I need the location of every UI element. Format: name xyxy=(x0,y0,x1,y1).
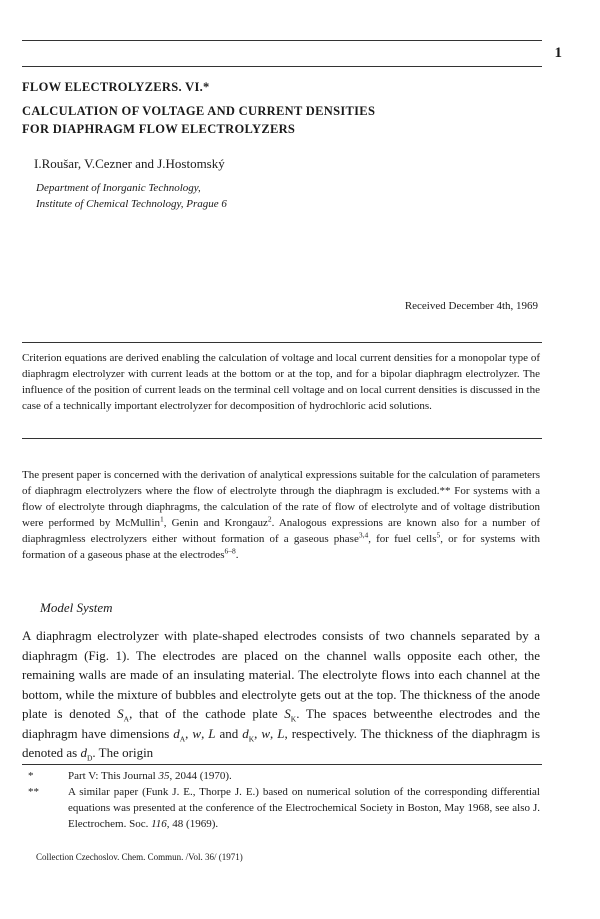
symbol-da: d xyxy=(173,725,180,741)
footnote-2-volume: 116 xyxy=(151,818,167,830)
symbol-l2: L xyxy=(277,725,285,741)
symbol-sa: S xyxy=(117,706,124,721)
authors: I.Roušar, V.Cezner and J.Hostomský xyxy=(34,156,225,171)
footnotes xyxy=(22,768,540,832)
intro-text-3: . Analogous expressions are known also for a number of diaphragmless electrolyzers either without formation of a gaseous phase xyxy=(22,517,541,545)
header-rule xyxy=(22,66,542,67)
affiliation xyxy=(36,180,227,212)
intro-paragraph xyxy=(22,467,540,563)
body-text-10: . The origin xyxy=(92,745,154,760)
ref-3: 3,4 xyxy=(358,530,369,540)
body-text-2: , that of the cathode plate xyxy=(129,706,285,721)
title-line-2: FOR DIAPHRAGM FLOW ELECTROLYZERS xyxy=(22,122,296,136)
footnote-1-volume: 35 xyxy=(158,770,170,782)
symbol-sk-sub: K xyxy=(290,714,297,724)
footnote-2-text xyxy=(68,784,540,832)
symbol-w1: w xyxy=(192,725,202,741)
top-rule xyxy=(22,40,542,41)
ref-1: 1 xyxy=(160,514,164,524)
intro-text-2: , Genin and Krongauz xyxy=(163,517,268,529)
page-number: 1 xyxy=(554,45,562,61)
title-line-1: CALCULATION OF VOLTAGE AND CURRENT DENSITIES xyxy=(22,104,376,118)
body-text-1: A diaphragm electrolyzer with plate-shaped electrodes consists of two channels separated by a diaphragm (Fig. 1). The electrodes are placed on the channel walls opposite each other, the remaining walls are made of an insulating material. The electrolyte flows into each channel at the bottom, while the mixture of bubbles and electrolyte gets out at the top. The thickness of the anode plate is denoted xyxy=(22,628,540,721)
ref-5: 6–8 xyxy=(224,546,236,556)
footnote-1-text-b: , 2044 (1970). xyxy=(169,770,232,782)
footnote-rule xyxy=(22,764,542,765)
body-text-6: and xyxy=(215,725,243,741)
footnote-2-mark: ** xyxy=(28,786,39,798)
abstract-top-rule xyxy=(22,342,542,343)
body-text-7: , xyxy=(254,725,262,741)
footnote-2-text-b: , 48 (1969). xyxy=(166,818,219,830)
footnote-1-mark: * xyxy=(28,770,34,782)
symbol-dd: d xyxy=(80,745,87,760)
footnote-2 xyxy=(22,784,540,832)
journal-footer: Collection Czechoslov. Chem. Commun. /Vol. 36/ (1971) xyxy=(36,852,243,862)
footnote-1-text xyxy=(68,768,540,784)
symbol-w2: w xyxy=(261,725,271,741)
footnote-1-text-a: Part V: This Journal xyxy=(68,770,159,782)
intro-text-4: , for fuel cells xyxy=(368,533,437,545)
abstract-bottom-rule xyxy=(22,438,542,439)
intro-text-6: . xyxy=(235,549,239,561)
intro-text-1: The present paper is concerned with the derivation of analytical expressions suitable for the calculation of parameters of diaphragm electrolyzers where the flow of electrolyte through the diaphragm is excluded.** For systems with a flow of electrolyte through diaphragms, the calculation of the rate of flow of electrolyte and of voltage distribution were performed by McMullin xyxy=(22,469,540,529)
body-text-5: , xyxy=(201,725,209,741)
intro-text-5: , or for systems with formation of a gaseous phase at the electrodes xyxy=(22,533,540,561)
received-date: Received December 4th, 1969 xyxy=(404,300,538,312)
paper-title xyxy=(22,102,482,138)
body-paragraph xyxy=(22,626,540,763)
ref-2: 2 xyxy=(267,514,272,524)
section-heading: Model System xyxy=(40,600,113,615)
affiliation-line-1: Department of Inorganic Technology, xyxy=(36,182,201,194)
footnote-1 xyxy=(22,768,540,784)
symbol-sk: S xyxy=(284,706,291,721)
symbol-sa-sub: A xyxy=(123,714,130,724)
abstract: Criterion equations are derived enabling the calculation of voltage and local current densities for a monopolar type of diaphragm electrolyzer with current leads at the bottom or at the top, and for a bipolar diaphragm electrolyzer. The influence of the position of current leads on the terminal cell voltage and on local current densities is discussed in the case of a technically important electrolyzer for decomposition of hydrochloric acid solutions. xyxy=(22,352,540,412)
symbol-l1: L xyxy=(208,725,216,741)
ref-4: 5 xyxy=(436,530,441,540)
body-text-4: , xyxy=(185,725,193,741)
symbol-dk-sub: K xyxy=(248,734,255,744)
symbol-dd-sub: D xyxy=(86,753,93,763)
symbol-da-sub: A xyxy=(179,734,186,744)
body-text-3: . The spaces betweenthe electrodes and the diaphragm have dimensions xyxy=(22,706,540,741)
body-text-9: , respectively. The thickness of the diaphragm is denoted as xyxy=(22,725,541,760)
body-text-8: , xyxy=(270,725,278,741)
series-title: FLOW ELECTROLYZERS. VI.* xyxy=(22,80,210,94)
symbol-dk: d xyxy=(242,725,249,741)
affiliation-line-2: Institute of Chemical Technology, Prague 6 xyxy=(36,198,227,210)
footnote-2-text-a: A similar paper (Funk J. E., Thorpe J. E.) based on numerical solution of the corresponding differential equations was presented at the conference of the Electrochemical Society in Boston, May 1968, see also J. Electrochem. Soc. xyxy=(68,786,540,830)
